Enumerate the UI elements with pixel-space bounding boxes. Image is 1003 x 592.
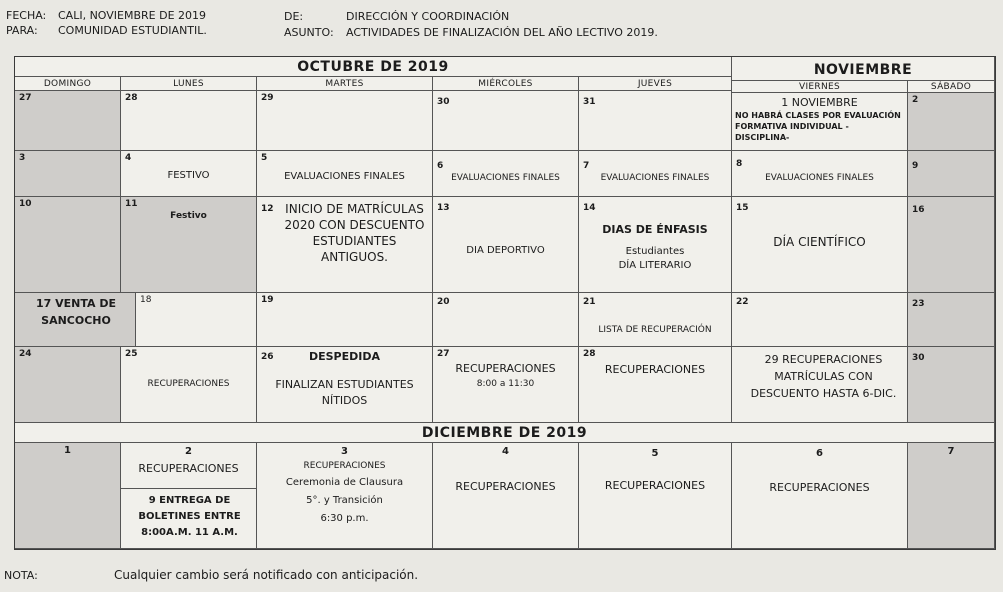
day-cell [579,347,732,423]
event-text: RECUPERACIONES [147,379,230,389]
weekday-miercoles: MIÉRCOLES [433,77,579,91]
day-cell [908,293,995,347]
day-cell [15,347,121,423]
event-text: LISTA DE RECUPERACIÓN [598,325,712,335]
day-number: 2 [912,95,919,105]
day-cell [257,151,433,197]
day-cell [15,443,121,549]
day-number: 30 [437,97,450,107]
event-text: DÍA CIENTÍFICO [773,235,866,249]
event-text: Estudiantes [625,246,685,257]
day-number: 5 [261,153,268,163]
day-number: 31 [583,97,596,107]
day-number: 26 [261,352,274,362]
weekday-jueves: JUEVES [579,77,732,91]
day-cell [121,443,257,489]
day-cell [15,197,121,293]
event-text: Festivo [170,211,207,221]
event-text: RECUPERACIONES [604,363,706,376]
weekday-domingo: DOMINGO [15,77,121,91]
day-number: 2 [185,446,192,457]
para-label: PARA: [6,24,38,37]
day-cell [433,151,579,197]
event-text: RECUPERACIONES [303,461,386,471]
day-number: 6 [437,161,444,171]
day-number: 4 [502,446,509,457]
event-text: FESTIVO [167,170,210,181]
day-number: 29 [261,93,274,103]
day-cell [433,197,579,293]
day-cell [121,91,257,151]
day-cell [15,293,136,347]
day-cell [908,93,995,151]
day-number: 9 [912,161,919,171]
event-text: EVALUACIONES FINALES [284,171,405,182]
event-text: 29 RECUPERACIONES MATRÍCULAS CON DESCUENTO HASTA 6-DIC. [750,353,897,400]
month-november: NOVIEMBRE [732,57,995,81]
day-cell [257,443,433,549]
day-cell [732,443,908,549]
asunto-label: ASUNTO: [284,26,334,39]
day-cell [433,443,579,549]
day-cell [579,197,732,293]
event-title: DIAS DE ÉNFASIS [602,223,708,236]
event-text: RECUPERACIONES [769,481,870,494]
day-cell [257,293,433,347]
fecha-row [6,8,206,23]
fecha-label: FECHA: [6,9,47,22]
event-text: FINALIZAN ESTUDIANTES NÍTIDOS [275,378,414,407]
para-row [6,23,207,38]
day-number: 12 [261,204,274,214]
day-cell [908,443,995,549]
day-cell [257,91,433,151]
event-text: RECUPERACIONES [138,462,239,475]
de-row [284,9,509,24]
day-number: 3 [19,153,26,163]
day-number: 25 [125,349,138,359]
event-note: NO HABRÁ CLASES POR EVALUACIÓN FORMATIVA INDIVIDUAL -DISCIPLINA- [735,111,901,142]
event-text: EVALUACIONES FINALES [765,173,874,183]
day-cell [908,151,995,197]
day-cell [732,93,908,151]
weekday-martes: MARTES [257,77,433,91]
event-text: RECUPERACIONES [604,479,706,492]
day-cell [732,197,908,293]
day-cell [908,197,995,293]
day-cell [15,151,121,197]
event-text: EVALUACIONES FINALES [451,173,560,183]
day-cell [732,347,908,423]
nota-text: Cualquier cambio será notificado con anticipación. [114,568,419,582]
day-number: 18 [140,295,152,305]
event-text: DÍA LITERARIO [618,260,692,271]
day-cell [433,347,579,423]
nota-footer [4,568,418,582]
memo-header [6,8,996,48]
day-number: 5 [651,448,659,459]
day-number: 16 [912,205,925,215]
de-label: DE: [284,10,304,23]
day-number: 23 [912,299,925,309]
day-number: 1 [64,445,71,456]
day-cell [732,151,908,197]
event-text: Ceremonia de Clausura [285,477,404,488]
day-cell [121,197,257,293]
event-text: RECUPERACIONES [455,362,556,375]
day-number: 27 [19,93,32,103]
day-cell [579,443,732,549]
day-number: 28 [583,349,596,359]
event-text: 5°. y Transición [306,495,383,506]
day-cell [579,293,732,347]
asunto-row [284,25,658,40]
day-number: 11 [125,199,138,209]
weekday-lunes: LUNES [121,77,257,91]
event-title: DESPEDIDA [308,350,380,363]
day-cell [908,347,995,423]
nota-label: NOTA: [4,569,38,582]
calendar-table [14,56,996,550]
month-december: DICIEMBRE DE 2019 [15,423,995,443]
event-title: 1 NOVIEMBRE [781,96,858,109]
event-text: 9 ENTREGA DE BOLETINES ENTRE 8:00A.M. 11 A.M. [138,495,241,538]
asunto-value: ACTIVIDADES DE FINALIZACIÓN DEL AÑO LECTIVO 2019. [346,26,658,39]
event-text: INICIO DE MATRÍCULAS 2020 CON DESCUENTO ESTUDIANTES ANTIGUOS. [284,202,425,264]
day-cell [433,91,579,151]
de-value: DIRECCIÓN Y COORDINACIÓN [346,10,510,23]
event-text: 17 VENTA DE SANCOCHO [35,297,116,327]
day-number: 20 [437,297,450,307]
day-number: 15 [736,203,749,213]
day-number: 22 [736,297,749,307]
day-number: 19 [261,295,274,305]
event-text: 6:30 p.m. [320,513,369,524]
day-number: 3 [341,446,348,457]
day-cell [257,347,433,423]
day-cell [15,91,121,151]
day-cell [136,293,257,347]
event-text: RECUPERACIONES [455,480,556,493]
day-number: 24 [19,349,32,359]
weekday-viernes: VIERNES [732,81,908,93]
day-number: 8 [736,159,743,169]
day-cell [121,151,257,197]
day-number: 7 [947,446,955,457]
day-number: 13 [437,203,450,213]
event-time: 8:00 a 11:30 [476,379,535,389]
event-cell [121,489,257,549]
day-number: 30 [912,353,925,363]
event-text: EVALUACIONES FINALES [600,173,710,183]
fecha-value: CALI, NOVIEMBRE DE 2019 [58,9,207,22]
day-number: 27 [437,349,450,359]
day-number: 7 [583,161,590,171]
day-number: 21 [583,297,596,307]
day-cell [433,293,579,347]
day-number: 28 [125,93,138,103]
event-text: DIA DEPORTIVO [466,245,545,256]
day-cell [121,347,257,423]
day-number: 6 [816,448,823,459]
day-number: 10 [19,199,32,209]
weekday-sabado: SÁBADO [908,81,995,93]
day-cell [257,197,433,293]
day-number: 4 [125,153,132,163]
day-cell [732,293,908,347]
para-value: COMUNIDAD ESTUDIANTIL. [58,24,207,37]
day-cell [579,91,732,151]
month-october: OCTUBRE DE 2019 [15,57,732,77]
day-cell [579,151,732,197]
day-number: 14 [583,203,596,213]
